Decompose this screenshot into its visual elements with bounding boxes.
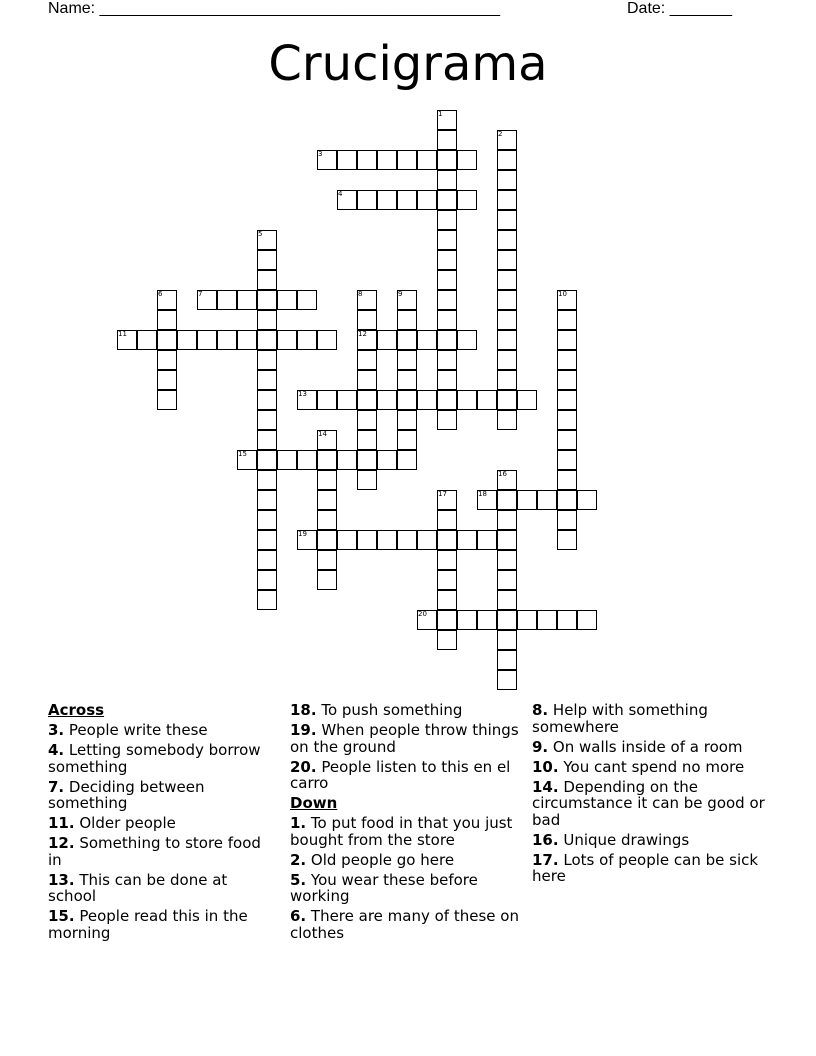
grid-cell[interactable] [397, 370, 417, 390]
clue-text: Letting somebody borrow something [48, 741, 261, 776]
grid-cell[interactable] [237, 290, 257, 310]
clue-item [48, 779, 278, 812]
grid-cell[interactable] [377, 330, 397, 350]
clue-item [48, 722, 278, 739]
grid-cell[interactable] [157, 290, 177, 310]
grid-cell[interactable] [477, 610, 497, 630]
clue-number: 3. [48, 721, 65, 739]
clue-number: 17 [438, 490, 447, 498]
grid-cell[interactable] [357, 370, 377, 390]
grid-cell[interactable] [257, 590, 277, 610]
grid-cell[interactable] [257, 270, 277, 290]
clue-number: 2 [498, 130, 503, 138]
clue-text: On walls inside of a room [548, 737, 743, 756]
clue-text: When people throw things on the ground [290, 721, 519, 756]
grid-cell[interactable] [497, 250, 517, 270]
clue-number: 3 [318, 150, 323, 158]
clue-text: You cant spend no more [558, 757, 745, 776]
grid-cell[interactable] [437, 290, 457, 310]
grid-cell[interactable] [497, 130, 517, 150]
clue-number: 9 [398, 290, 403, 298]
across-heading: Across [48, 701, 105, 719]
clue-item [532, 702, 772, 735]
grid-cell[interactable] [377, 530, 397, 550]
grid-cell[interactable] [297, 530, 317, 550]
grid-cell[interactable] [197, 290, 217, 310]
grid-cell[interactable] [257, 290, 277, 310]
grid-cell[interactable] [257, 390, 277, 410]
grid-cell[interactable] [257, 230, 277, 250]
clue-item [48, 835, 278, 868]
clue-item [290, 722, 522, 755]
grid-cell[interactable] [437, 130, 457, 150]
grid-cell[interactable] [437, 530, 457, 550]
grid-cell[interactable] [357, 430, 377, 450]
grid-cell[interactable] [357, 470, 377, 490]
clue-column-1 [48, 702, 278, 945]
grid-cell[interactable] [497, 330, 517, 350]
grid-cell[interactable] [177, 330, 197, 350]
grid-cell[interactable] [437, 410, 457, 430]
clue-item [290, 908, 522, 941]
grid-cell[interactable] [457, 610, 477, 630]
grid-cell[interactable] [557, 330, 577, 350]
clue-item [290, 702, 522, 719]
grid-cell[interactable] [357, 190, 377, 210]
clue-item [532, 779, 772, 829]
clue-number: 2. [290, 850, 307, 869]
grid-cell[interactable] [377, 150, 397, 170]
grid-cell[interactable] [397, 350, 417, 370]
grid-cell[interactable] [557, 510, 577, 530]
page-title: Crucigrama [268, 36, 548, 92]
grid-cell[interactable] [157, 350, 177, 370]
clue-number: 18 [478, 490, 487, 498]
grid-cell[interactable] [197, 330, 217, 350]
grid-cell[interactable] [257, 310, 277, 330]
grid-cell[interactable] [497, 150, 517, 170]
grid-cell[interactable] [317, 430, 337, 450]
grid-cell[interactable] [497, 590, 517, 610]
clue-number: 6. [290, 907, 307, 925]
grid-cell[interactable] [397, 430, 417, 450]
clue-number: 16 [498, 470, 507, 478]
grid-cell[interactable] [357, 450, 377, 470]
grid-cell[interactable] [317, 330, 337, 350]
grid-cell[interactable] [257, 530, 277, 550]
clue-number: 4. [48, 741, 65, 759]
grid-cell[interactable] [257, 350, 277, 370]
grid-cell[interactable] [497, 390, 517, 410]
clue-number: 8. [532, 701, 549, 719]
clue-number: 13 [298, 390, 307, 398]
grid-cell[interactable] [437, 210, 457, 230]
clue-number: 20. [290, 757, 317, 776]
grid-cell[interactable] [157, 310, 177, 330]
grid-cell[interactable] [417, 330, 437, 350]
clue-item [290, 759, 522, 792]
grid-cell[interactable] [437, 550, 457, 570]
name-label: Name: _____________________________________________ [48, 0, 500, 17]
clue-text: Help with something somewhere [532, 701, 708, 736]
grid-cell[interactable] [437, 110, 457, 130]
clue-number: 7. [48, 777, 65, 796]
grid-cell[interactable] [317, 450, 337, 470]
grid-cell[interactable] [577, 490, 597, 510]
grid-cell[interactable] [337, 450, 357, 470]
grid-cell[interactable] [397, 330, 417, 350]
grid-cell[interactable] [397, 410, 417, 430]
grid-cell[interactable] [337, 190, 357, 210]
grid-cell[interactable] [557, 290, 577, 310]
grid-cell[interactable] [297, 290, 317, 310]
grid-cell[interactable] [497, 650, 517, 670]
grid-cell[interactable] [497, 190, 517, 210]
grid-cell[interactable] [437, 510, 457, 530]
grid-cell[interactable] [257, 250, 277, 270]
grid-cell[interactable] [297, 390, 317, 410]
grid-cell[interactable] [557, 530, 577, 550]
grid-cell[interactable] [497, 230, 517, 250]
clue-number: 20 [418, 610, 427, 618]
grid-cell[interactable] [457, 190, 477, 210]
clue-item [48, 908, 278, 941]
grid-cell[interactable] [477, 490, 497, 510]
grid-cell[interactable] [557, 450, 577, 470]
grid-cell[interactable] [377, 450, 397, 470]
clue-number: 19 [298, 530, 307, 538]
grid-cell[interactable] [497, 210, 517, 230]
grid-cell[interactable] [137, 330, 157, 350]
grid-cell[interactable] [557, 410, 577, 430]
clue-number: 16. [532, 830, 559, 849]
clue-number: 8 [358, 290, 363, 298]
grid-cell[interactable] [497, 470, 517, 490]
clue-number: 11 [118, 330, 127, 338]
grid-cell[interactable] [497, 670, 517, 690]
grid-cell[interactable] [437, 310, 457, 330]
grid-cell[interactable] [497, 310, 517, 330]
grid-cell[interactable] [257, 510, 277, 530]
grid-cell[interactable] [437, 170, 457, 190]
grid-cell[interactable] [497, 370, 517, 390]
clue-number: 5 [258, 230, 263, 238]
grid-cell[interactable] [277, 450, 297, 470]
clue-number: 10. [532, 757, 559, 776]
clue-number: 15. [48, 907, 75, 925]
date-label: Date: _______ [627, 0, 732, 17]
grid-cell[interactable] [397, 530, 417, 550]
grid-cell[interactable] [557, 370, 577, 390]
grid-cell[interactable] [257, 410, 277, 430]
crossword-grid [117, 110, 599, 692]
grid-cell[interactable] [417, 150, 437, 170]
grid-cell[interactable] [437, 230, 457, 250]
grid-cell[interactable] [257, 330, 277, 350]
clue-number: 9. [532, 737, 549, 756]
clue-text: Deciding between something [48, 777, 205, 812]
clue-text: To put food in that you just bought from the store [290, 814, 513, 849]
clue-text: People read this in the morning [48, 907, 248, 942]
grid-cell[interactable] [497, 630, 517, 650]
grid-cell[interactable] [257, 450, 277, 470]
grid-cell[interactable] [497, 530, 517, 550]
grid-cell[interactable] [357, 290, 377, 310]
grid-cell[interactable] [437, 490, 457, 510]
clue-text: This can be done at school [48, 870, 228, 905]
grid-cell[interactable] [497, 290, 517, 310]
grid-cell[interactable] [377, 390, 397, 410]
grid-cell[interactable] [277, 330, 297, 350]
clue-number: 14. [532, 777, 559, 796]
grid-cell[interactable] [217, 330, 237, 350]
grid-cell[interactable] [517, 490, 537, 510]
grid-cell[interactable] [397, 190, 417, 210]
grid-cell[interactable] [437, 570, 457, 590]
grid-cell[interactable] [297, 450, 317, 470]
grid-cell[interactable] [497, 270, 517, 290]
clue-item [532, 759, 772, 776]
grid-cell[interactable] [257, 490, 277, 510]
grid-cell[interactable] [257, 430, 277, 450]
clue-item [532, 852, 772, 885]
grid-cell[interactable] [557, 470, 577, 490]
clue-item [48, 872, 278, 905]
grid-cell[interactable] [537, 610, 557, 630]
grid-cell[interactable] [457, 530, 477, 550]
clue-number: 7 [198, 290, 203, 298]
clue-text: People listen to this en el carro [290, 757, 511, 792]
clue-text: Lots of people can be sick here [532, 850, 759, 885]
grid-cell[interactable] [337, 530, 357, 550]
grid-cell[interactable] [437, 150, 457, 170]
grid-cell[interactable] [157, 330, 177, 350]
grid-cell[interactable] [397, 290, 417, 310]
grid-cell[interactable] [437, 610, 457, 630]
grid-cell[interactable] [437, 630, 457, 650]
grid-cell[interactable] [377, 190, 397, 210]
grid-cell[interactable] [437, 330, 457, 350]
grid-cell[interactable] [497, 510, 517, 530]
clue-text: To push something [316, 701, 463, 719]
clue-column-3 [532, 702, 772, 888]
grid-cell[interactable] [277, 290, 297, 310]
header [48, 0, 768, 20]
clue-item [48, 815, 278, 832]
grid-cell[interactable] [257, 550, 277, 570]
grid-cell[interactable] [437, 350, 457, 370]
grid-cell[interactable] [317, 390, 337, 410]
grid-cell[interactable] [557, 310, 577, 330]
clue-number: 11. [48, 814, 75, 832]
grid-cell[interactable] [357, 390, 377, 410]
grid-cell[interactable] [557, 350, 577, 370]
grid-cell[interactable] [357, 350, 377, 370]
grid-cell[interactable] [517, 390, 537, 410]
grid-cell[interactable] [337, 150, 357, 170]
clue-number: 19. [290, 721, 317, 739]
clue-text: Old people go here [306, 850, 455, 869]
grid-cell[interactable] [457, 390, 477, 410]
grid-cell[interactable] [317, 510, 337, 530]
clue-item [290, 872, 522, 905]
grid-cell[interactable] [317, 470, 337, 490]
grid-cell[interactable] [237, 450, 257, 470]
grid-cell[interactable] [497, 170, 517, 190]
clue-text: You wear these before working [290, 870, 478, 905]
grid-cell[interactable] [437, 270, 457, 290]
grid-cell[interactable] [357, 310, 377, 330]
clue-number: 10 [558, 290, 567, 298]
grid-cell[interactable] [357, 330, 377, 350]
clue-number: 14 [318, 430, 327, 438]
grid-cell[interactable] [337, 390, 357, 410]
clue-text: Older people [74, 814, 176, 832]
grid-cell[interactable] [417, 610, 437, 630]
clue-number: 1. [290, 814, 307, 832]
grid-cell[interactable] [397, 150, 417, 170]
grid-cell[interactable] [577, 610, 597, 630]
grid-cell[interactable] [457, 150, 477, 170]
grid-cell[interactable] [237, 330, 257, 350]
grid-cell[interactable] [517, 610, 537, 630]
grid-cell[interactable] [157, 370, 177, 390]
grid-cell[interactable] [457, 330, 477, 350]
grid-cell[interactable] [497, 610, 517, 630]
clue-number: 6 [158, 290, 163, 298]
grid-cell[interactable] [557, 610, 577, 630]
grid-cell[interactable] [437, 370, 457, 390]
grid-cell[interactable] [317, 150, 337, 170]
clue-item [290, 852, 522, 869]
grid-cell[interactable] [557, 490, 577, 510]
clue-number: 1 [438, 110, 443, 118]
grid-cell[interactable] [397, 390, 417, 410]
grid-cell[interactable] [557, 430, 577, 450]
grid-cell[interactable] [437, 190, 457, 210]
clue-item [532, 739, 772, 756]
grid-cell[interactable] [417, 390, 437, 410]
clue-item [48, 742, 278, 775]
grid-cell[interactable] [417, 530, 437, 550]
grid-cell[interactable] [357, 530, 377, 550]
clue-number: 12 [358, 330, 367, 338]
grid-cell[interactable] [257, 570, 277, 590]
clue-text: Something to store food in [48, 834, 261, 869]
clue-number: 4 [338, 190, 343, 198]
grid-cell[interactable] [537, 490, 557, 510]
grid-cell[interactable] [437, 390, 457, 410]
grid-cell[interactable] [497, 410, 517, 430]
grid-cell[interactable] [477, 530, 497, 550]
clue-number: 12. [48, 834, 75, 852]
clue-text: People write these [64, 721, 208, 739]
clue-text: Unique drawings [558, 830, 690, 849]
clue-number: 17. [532, 850, 559, 869]
grid-cell[interactable] [317, 550, 337, 570]
clue-number: 15 [238, 450, 247, 458]
grid-cell[interactable] [257, 370, 277, 390]
clue-number: 18. [290, 701, 317, 719]
grid-cell[interactable] [317, 570, 337, 590]
grid-cell[interactable] [397, 450, 417, 470]
grid-cell[interactable] [217, 290, 237, 310]
grid-cell[interactable] [477, 390, 497, 410]
grid-cell[interactable] [317, 530, 337, 550]
grid-cell[interactable] [497, 570, 517, 590]
grid-cell[interactable] [257, 470, 277, 490]
clue-text: Depending on the circumstance it can be good or bad [532, 777, 765, 829]
grid-cell[interactable] [317, 490, 337, 510]
clue-item [532, 832, 772, 849]
grid-cell[interactable] [417, 190, 437, 210]
grid-cell[interactable] [357, 410, 377, 430]
grid-cell[interactable] [297, 330, 317, 350]
grid-cell[interactable] [357, 150, 377, 170]
clue-item [290, 815, 522, 848]
clue-number: 13. [48, 870, 75, 889]
clue-text: There are many of these on clothes [290, 907, 519, 942]
clue-column-2 [290, 702, 522, 945]
grid-cell[interactable] [557, 390, 577, 410]
grid-cell[interactable] [397, 310, 417, 330]
grid-cell[interactable] [117, 330, 137, 350]
clue-number: 5. [290, 870, 307, 889]
grid-cell[interactable] [497, 490, 517, 510]
grid-cell[interactable] [437, 590, 457, 610]
grid-cell[interactable] [437, 250, 457, 270]
grid-cell[interactable] [157, 390, 177, 410]
grid-cell[interactable] [497, 550, 517, 570]
grid-cell[interactable] [497, 350, 517, 370]
down-heading: Down [290, 794, 338, 812]
